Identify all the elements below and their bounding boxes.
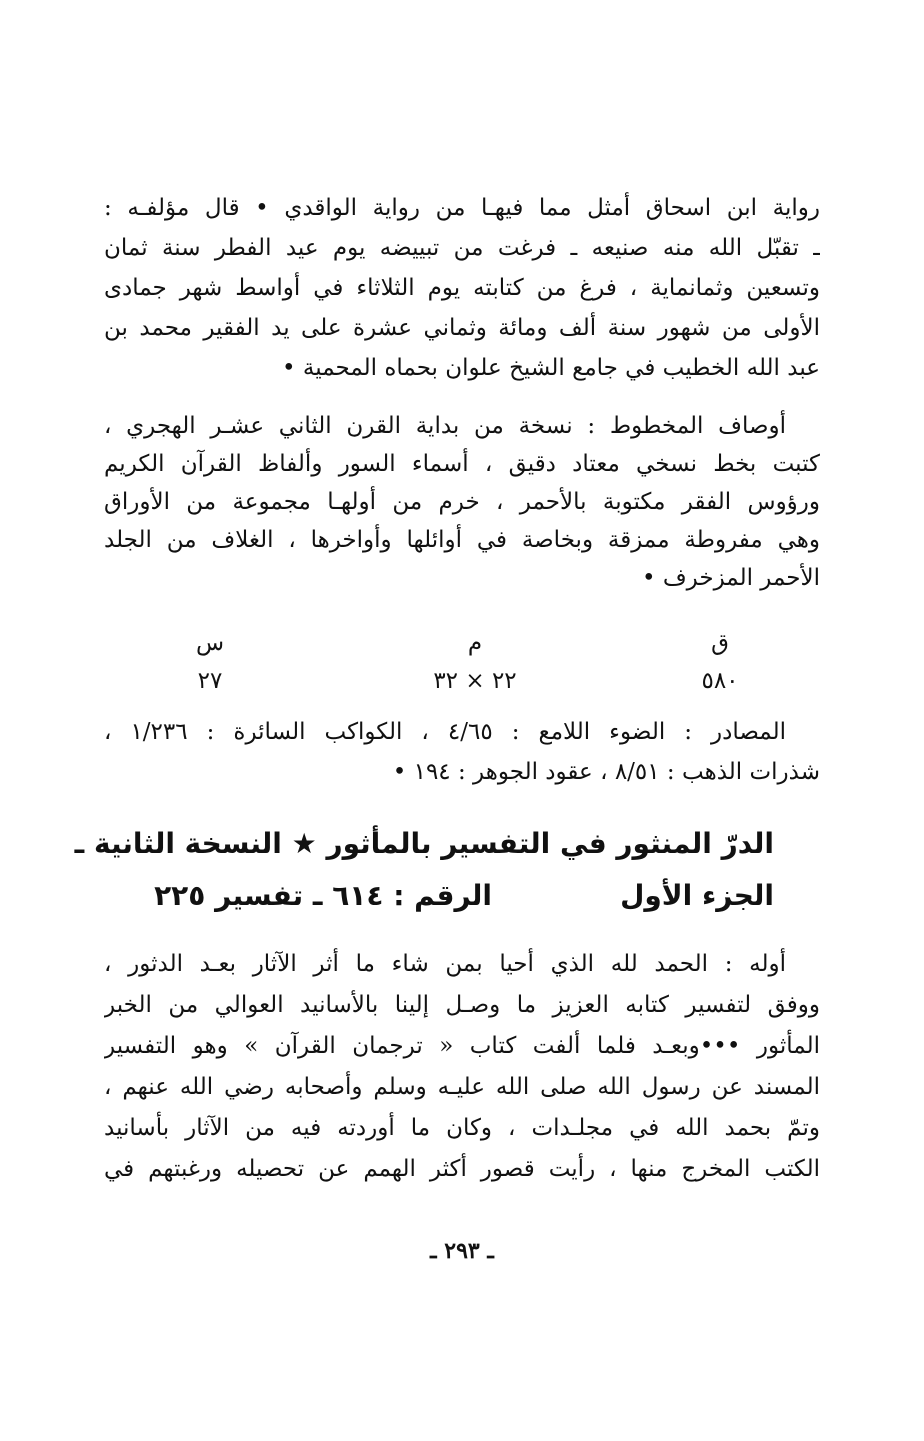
text-line: الأحمر المزخرف •: [641, 565, 820, 591]
text-line: أوله : الحمد لله الذي أحيا بمن شاء ما أثر الآثار بعـد الدثور ،: [104, 951, 786, 977]
measure-header-leaves: ق: [711, 630, 729, 656]
measure-header-size: م: [467, 630, 483, 656]
text-line: المأثور •••وبعـد فلما ألفت كتاب « ترجمان القرآن » وهو التفسير: [104, 1033, 820, 1059]
text-line: ـ تقبّل الله منه صنيعه ـ فرغت من تبييضه يوم عيد الفطر سنة ثمان: [104, 235, 820, 261]
text-line: ووفق لتفسير كتابه العزيز ما وصـل إلينا بالأسانيد العوالي من الخبر: [104, 992, 820, 1018]
entry-part: الجزء الأول: [620, 879, 774, 912]
text-line: كتبت بخط نسخي معتاد دقيق ، أسماء السور وألفاظ القرآن الكريم: [104, 451, 820, 477]
measure-table-values: [104, 664, 820, 698]
measure-value-size: ٢٢ × ٣٢: [433, 668, 517, 694]
measure-header-lines: س: [195, 630, 225, 656]
text-line: المسند عن رسول الله صلى الله عليـه وسلم وأصحابه رضي الله عنهم ،: [104, 1074, 820, 1100]
text-line: الأولى من شهور سنة ألف ومائة وثماني عشرة على يد الفقير محمد بن: [104, 315, 820, 341]
text-line: وتمّ بحمد الله في مجلـدات ، وكان ما أوردته فيه من الآثار بأسانيد: [104, 1115, 820, 1141]
text-line: عبد الله الخطيب في جامع الشيخ علوان بحماه المحمية •: [282, 355, 820, 381]
measure-value-lines: ٢٧: [197, 668, 223, 694]
text-line: ورؤوس الفقر مكتوبة بالأحمر ، خرم من أولهـا مجموعة من الأوراق: [104, 489, 820, 515]
text-line: شذرات الذهب : ٨/٥١ ، عقود الجوهر : ١٩٤ •: [392, 759, 820, 785]
text-line: رواية ابن اسحاق أمثل مما فيهـا من رواية الواقدي • قال مؤلفـه :: [104, 195, 820, 221]
text-line: الكتب المخرج منها ، رأيت قصور أكثر الهمم عن تحصيله ورغبتهم في: [104, 1156, 820, 1182]
page-number: ـ ٢٩٣ ـ: [430, 1238, 494, 1264]
measure-table-headers: [104, 626, 820, 660]
text-line: المصادر : الضوء اللامع : ٤/٦٥ ، الكواكب السائرة : ١/٢٣٦ ،: [104, 719, 787, 745]
text-line: وهي مفروطة ممزقة وبخاصة في أوائلها وأواخرها ، الغلاف من الجلد: [104, 527, 820, 553]
text-line: وتسعين وثمانماية ، فرغ من كتابته يوم الثلاثاء في أواسط شهر جمادى: [104, 275, 820, 301]
entry-catalog-number: الرقم : ٦١٤ ـ تفسير ٢٢٥: [154, 879, 492, 912]
entry-title: الدرّ المنثور في التفسير بالمأثور ★ النسخة الثانية ـ: [74, 827, 774, 860]
measure-value-leaves: ٥٨٠: [701, 668, 739, 694]
text-line: أوصاف المخطوط : نسخة من بداية القرن الثاني عشـر الهجري ،: [104, 413, 786, 439]
